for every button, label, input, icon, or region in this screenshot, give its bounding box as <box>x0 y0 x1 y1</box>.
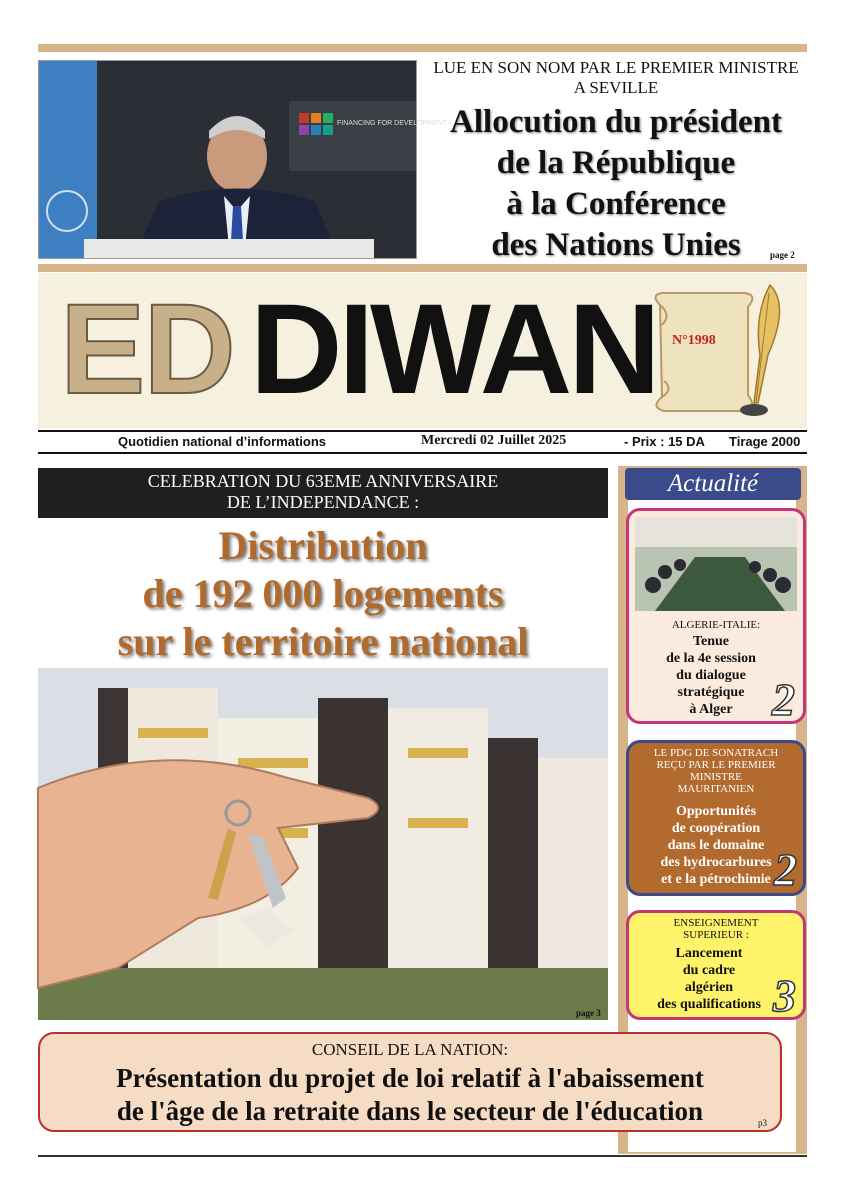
title-line: des qualifications <box>657 997 761 1012</box>
kicker-line: MAURITANIEN <box>677 783 755 795</box>
sidebar-item-enseignement[interactable] <box>626 910 806 1020</box>
main-headline-line: Distribution <box>218 523 428 568</box>
top-story-photo <box>38 60 448 259</box>
bottom-headline-line: de l'âge de la retraite dans le secteur de l'éducation <box>116 1096 704 1126</box>
banner-line: CELEBRATION DU 63EME ANNIVERSAIRE <box>147 471 499 491</box>
main-story-headline[interactable] <box>38 522 608 666</box>
top-headline-line: de la République <box>496 145 736 181</box>
kicker-line: MINISTRE <box>690 771 742 783</box>
kicker-line: REÇU PAR LE PREMIER <box>656 759 776 771</box>
tagline: Quotidien national d’informations <box>118 434 326 449</box>
title-line: Opportunités <box>675 804 757 819</box>
top-story-page-ref[interactable]: page 2 <box>770 250 795 260</box>
title-line: du cadre <box>682 963 736 978</box>
sidebar-item-title <box>629 945 789 1013</box>
title-line: à Alger <box>689 702 733 717</box>
top-headline-line: des Nations Unies <box>491 227 741 263</box>
section-label-actualite[interactable]: Actualité <box>625 468 801 500</box>
bottom-story-page-ref: p3 <box>758 1118 767 1128</box>
title-line: des hydrocarbures <box>660 855 772 870</box>
masthead-top-rule <box>38 264 807 272</box>
sidebar-item-page-number: 3 <box>773 970 796 1021</box>
title-line: de coopération <box>671 821 761 836</box>
title-line: Lancement <box>675 946 743 961</box>
title-line: dans le domaine <box>667 838 765 853</box>
issue-number: N°1998 <box>672 333 716 348</box>
title-line: du dialogue <box>676 668 746 683</box>
top-story-headline[interactable] <box>430 102 802 266</box>
main-headline-line: sur le territoire national <box>117 619 529 664</box>
title-line: stratégique <box>677 685 745 700</box>
title-line: Tenue <box>692 634 730 649</box>
top-story-kicker: LUE EN SON NOM PAR LE PREMIER MINISTRE A SEVILLE <box>433 58 799 97</box>
sidebar-item-kicker <box>629 747 803 795</box>
logo-ed: ED <box>60 278 234 421</box>
sidebar-item-page-number: 2 <box>772 674 795 725</box>
banner-line: DE L’INDEPENDANCE : <box>226 492 420 512</box>
scroll-quill-icon <box>650 285 790 425</box>
kicker-line: ENSEIGNEMENT <box>673 917 759 929</box>
bottom-story-box[interactable] <box>38 1032 782 1132</box>
sidebar-item-photo <box>635 517 797 611</box>
price: - Prix : 15 DA <box>624 434 705 449</box>
main-headline-line: de 192 000 logements <box>142 571 504 616</box>
info-bar <box>38 430 807 454</box>
footer-rule <box>38 1155 807 1157</box>
main-story-banner <box>38 468 608 518</box>
bottom-story-kicker: CONSEIL DE LA NATION: <box>311 1040 509 1059</box>
title-line: algérien <box>684 980 734 995</box>
top-rule <box>38 44 807 52</box>
title-line: de la 4e session <box>666 651 756 666</box>
top-headline-line: à la Conférence <box>506 186 726 222</box>
kicker-line: SUPERIEUR : <box>683 929 749 941</box>
bottom-headline-line: Présentation du projet de loi relatif à l'abaissement <box>116 1063 704 1093</box>
issue-date: Mercredi 02 Juillet 2025 <box>421 433 567 448</box>
bottom-story-headline <box>40 1062 780 1128</box>
kicker-line: LE PDG DE SONATRACH <box>653 747 779 759</box>
main-story-page-ref[interactable]: page 3 <box>576 1008 601 1018</box>
sidebar-item-title <box>629 633 793 718</box>
logo-diwan: DIWAN <box>250 278 657 421</box>
sidebar-item-algerie-italie[interactable] <box>626 508 806 724</box>
main-story-photo <box>38 668 608 1020</box>
sidebar-item-sonatrach[interactable] <box>626 740 806 896</box>
top-headline-line: Allocution du président <box>450 104 782 140</box>
title-line: et e la pétrochimie <box>661 872 771 887</box>
print-run: Tirage 2000 <box>729 434 801 449</box>
photo-screen-text: FINANCING FOR DEVELOPMENT <box>337 120 448 127</box>
sidebar-item-page-number: 2 <box>774 844 797 895</box>
sidebar-item-kicker <box>629 917 803 941</box>
sidebar-item-kicker: ALGERIE-ITALIE: <box>671 619 761 631</box>
